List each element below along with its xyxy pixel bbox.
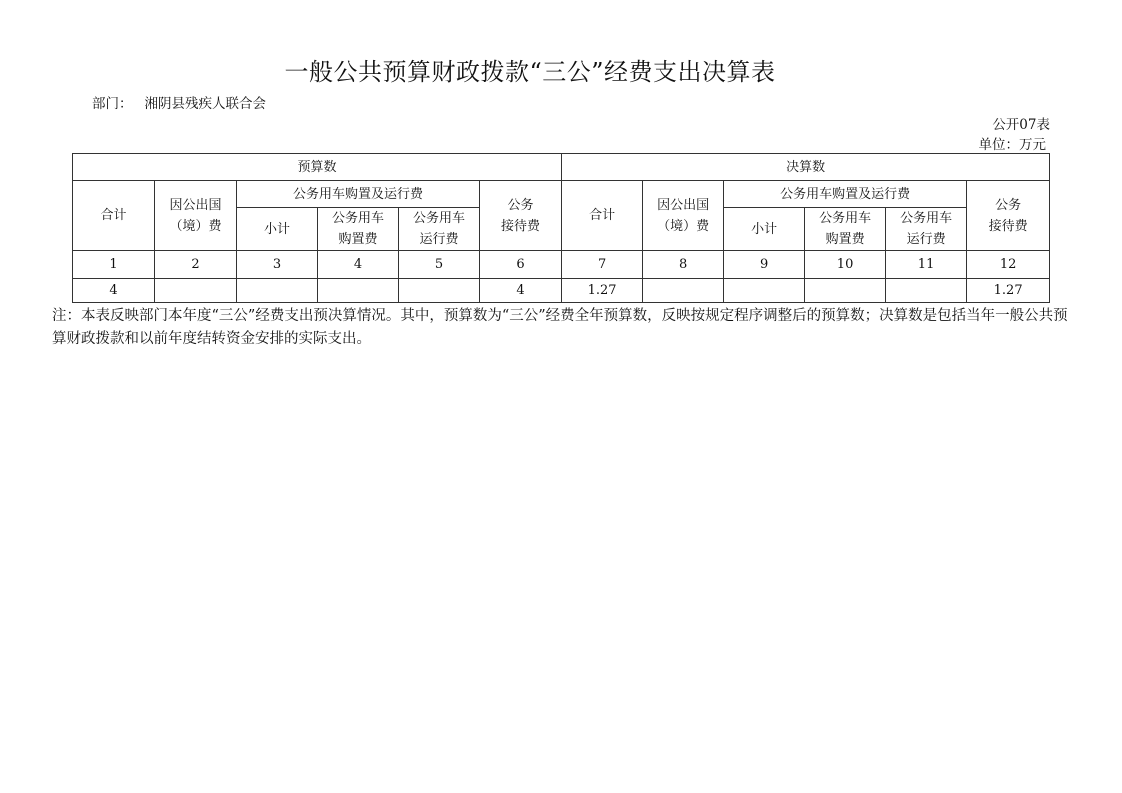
- final-abroad-header: 因公出国 （境）费: [643, 181, 724, 251]
- final-group-header: 决算数: [562, 154, 1050, 181]
- three-public-expense-table: [72, 153, 1050, 303]
- budget-subtotal-header: 小计: [237, 208, 318, 251]
- final-total-header: 合计: [562, 181, 643, 251]
- column-number: 9: [724, 251, 805, 279]
- budget-vehicle-purchase-header: 公务用车 购置费: [318, 208, 399, 251]
- table-cell: 4: [480, 279, 562, 303]
- table-cell: 4: [73, 279, 155, 303]
- table-note: 注：本表反映部门本年度“三公”经费支出预决算情况。其中，预算数为“三公”经费全年预算数，反映按规定程序调整后的预算数；决算数是包括当年一般公共预算财政拨款和以前年度结转资金安排的实际支出。: [52, 308, 1068, 347]
- budget-total-header: 合计: [73, 181, 155, 251]
- column-number: 3: [237, 251, 318, 279]
- column-number: 5: [399, 251, 480, 279]
- budget-vehicle-operation-header: 公务用车 运行费: [399, 208, 480, 251]
- column-number: 7: [562, 251, 643, 279]
- column-number: 2: [155, 251, 237, 279]
- table-cell: [643, 279, 724, 303]
- column-number: 11: [886, 251, 967, 279]
- budget-reception-header: 公务 接待费: [480, 181, 562, 251]
- table-cell: [155, 279, 237, 303]
- table-code: 公开07表: [992, 117, 1050, 133]
- final-subtotal-header: 小计: [724, 208, 805, 251]
- department-line: [92, 92, 266, 112]
- table-group-header-row: [73, 154, 1050, 181]
- table-cell: [724, 279, 805, 303]
- final-reception-header: 公务 接待费: [967, 181, 1050, 251]
- table-row: [73, 279, 1050, 303]
- table-cell: [886, 279, 967, 303]
- column-number-row: [73, 251, 1050, 279]
- column-number: 1: [73, 251, 155, 279]
- table-cell: [237, 279, 318, 303]
- column-number: 8: [643, 251, 724, 279]
- page-title: 一般公共预算财政拨款“三公”经费支出决算表: [284, 58, 776, 86]
- table-cell: [805, 279, 886, 303]
- final-vehicle-operation-header: 公务用车 运行费: [886, 208, 967, 251]
- unit-label: 单位：万元: [978, 137, 1046, 153]
- budget-vehicle-group-header: 公务用车购置及运行费: [237, 181, 480, 208]
- column-number: 12: [967, 251, 1050, 279]
- final-vehicle-purchase-header: 公务用车 购置费: [805, 208, 886, 251]
- table-cell: [399, 279, 480, 303]
- department-value: 湘阴县残疾人联合会: [144, 96, 266, 112]
- table-header-row-1: [73, 181, 1050, 208]
- department-label: 部门：: [92, 96, 133, 112]
- budget-abroad-header: 因公出国 （境）费: [155, 181, 237, 251]
- column-number: 10: [805, 251, 886, 279]
- final-vehicle-group-header: 公务用车购置及运行费: [724, 181, 967, 208]
- budget-group-header: 预算数: [73, 154, 562, 181]
- table-cell: [318, 279, 399, 303]
- table-cell: 1.27: [562, 279, 643, 303]
- column-number: 4: [318, 251, 399, 279]
- column-number: 6: [480, 251, 562, 279]
- table-cell: 1.27: [967, 279, 1050, 303]
